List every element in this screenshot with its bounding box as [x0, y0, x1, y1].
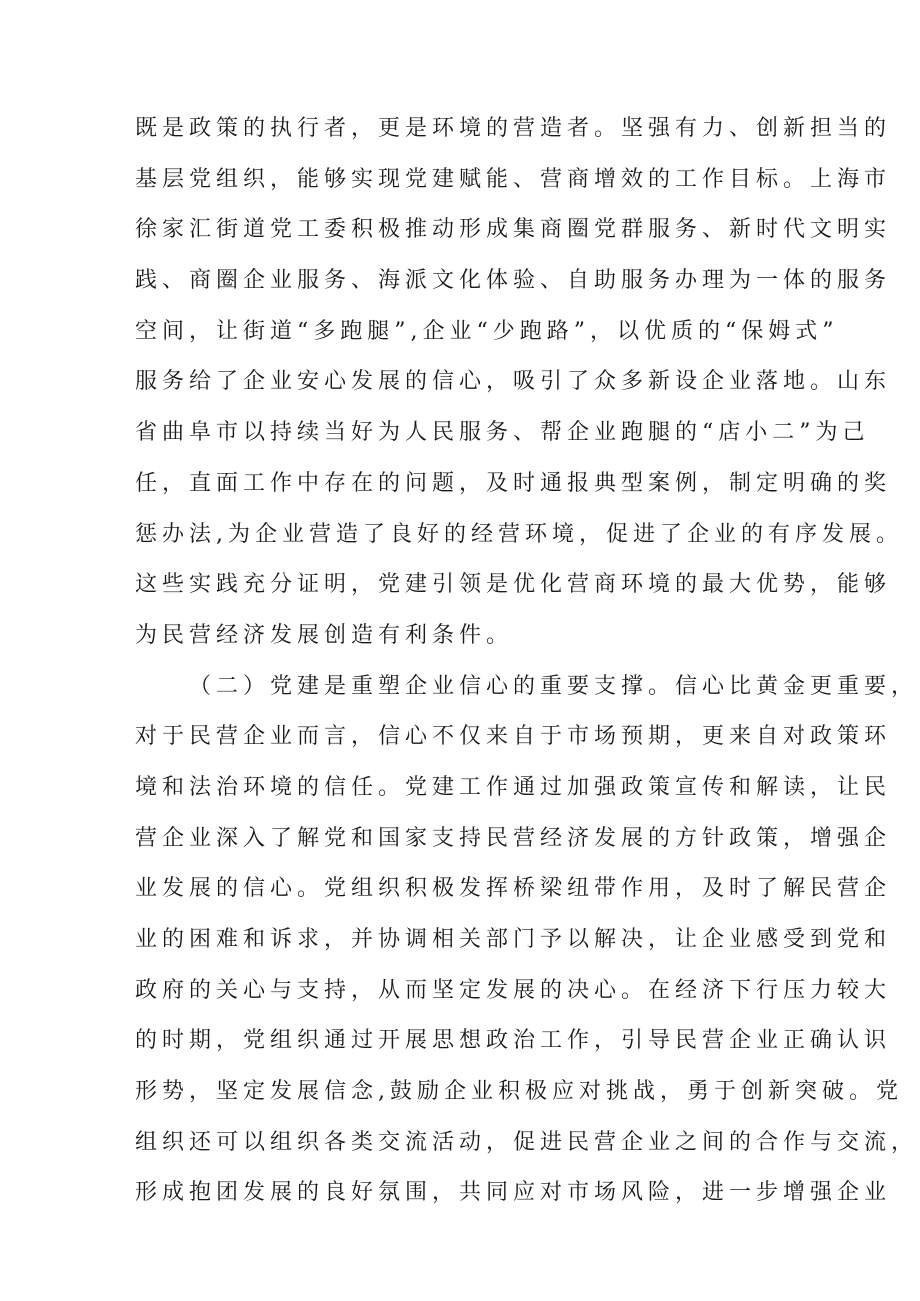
paragraph-business-environment	[135, 104, 903, 662]
text-line: 徐家汇街道党工委积极推动形成集商圈党群服务、新时代文明实	[135, 217, 892, 243]
text-line: 既是政策的执行者，更是环境的营造者。坚强有力、创新担当的	[135, 116, 892, 141]
text-line: 业发展的信心。党组织积极发挥桥梁纽带作用，及时了解民营企	[135, 876, 892, 902]
text-line: 空间，让街道“多跑腿”,企业“少跑路”，以优质的“保姆式”	[135, 318, 839, 344]
text-line: 对于民营企业而言，信心不仅来自于市场预期，更来自对政策环	[135, 724, 892, 750]
document-body	[135, 104, 919, 1219]
text-line: 为民营经济发展创造有利条件。	[135, 622, 514, 648]
text-line: 服务给了企业安心发展的信心，吸引了众多新设企业落地。山东	[135, 369, 892, 395]
section-heading-line: （二）党建是重塑企业信心的重要支撑。信心比黄金更重要，	[189, 673, 919, 699]
text-line: 营企业深入了解党和国家支持民营经济发展的方针政策，增强企	[135, 825, 892, 851]
text-line: 省曲阜市以持续当好为人民服务、帮企业跑腿的“店小二”为己	[135, 420, 870, 446]
text-line: 组织还可以组织各类交流活动，促进民营企业之间的合作与交流，	[135, 1129, 919, 1155]
text-line: 基层党组织，能够实现党建赋能、营商增效的工作目标。上海市	[135, 166, 892, 192]
text-line: 境和法治环境的信任。党建工作通过加强政策宣传和解读，让民	[135, 774, 892, 800]
text-line: 业的困难和诉求，并协调相关部门予以解决，让企业感受到党和	[135, 927, 892, 952]
text-line: 践、商圈企业服务、海派文化体验、自助服务办理为一体的服务	[135, 268, 892, 294]
text-line: 形成抱团发展的良好氛围，共同应对市场风险，进一步增强企业	[135, 1180, 892, 1206]
paragraph-enterprise-confidence	[135, 662, 919, 1220]
text-line: 政府的关心与支持，从而坚定发展的决心。在经济下行压力较大	[135, 977, 892, 1003]
text-line: 惩办法,为企业营造了良好的经营环境，促进了企业的有序发展。	[135, 521, 903, 547]
text-line: 的时期，党组织通过开展思想政治工作，引导民营企业正确认识	[135, 1028, 892, 1054]
text-line: 任，直面工作中存在的问题，及时通报典型案例，制定明确的奖	[135, 470, 892, 496]
text-line: 形势，坚定发展信念,鼓励企业积极应对挑战，勇于创新突破。党	[135, 1079, 903, 1105]
text-line: 这些实践充分证明，党建引领是优化营商环境的最大优势，能够	[135, 572, 892, 598]
